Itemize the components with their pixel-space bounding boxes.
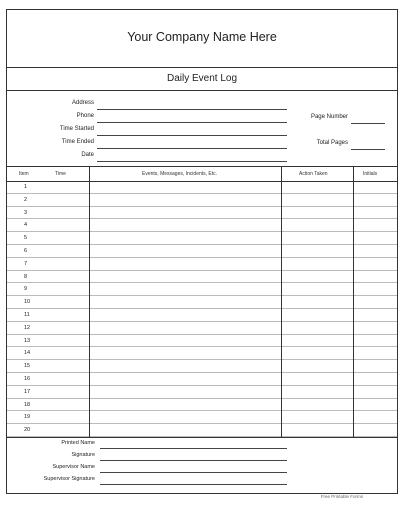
table-row[interactable] bbox=[7, 181, 397, 194]
table-row[interactable] bbox=[7, 296, 397, 309]
address-field[interactable] bbox=[71, 98, 287, 110]
signature-section bbox=[7, 437, 397, 494]
col-divider bbox=[353, 166, 354, 437]
col-action-header: Action Taken bbox=[299, 171, 328, 177]
event-log-table bbox=[7, 166, 397, 437]
table-row[interactable] bbox=[7, 245, 397, 258]
table-row[interactable] bbox=[7, 373, 397, 386]
time-ended-label: Time Ended bbox=[61, 139, 94, 145]
date-field[interactable] bbox=[81, 150, 287, 162]
table-row[interactable] bbox=[7, 219, 397, 232]
col-divider bbox=[89, 166, 90, 437]
col-initials-header: Initials bbox=[363, 171, 378, 177]
row-number: 9 bbox=[24, 286, 28, 293]
row-number: 4 bbox=[24, 222, 28, 229]
table-row[interactable] bbox=[7, 309, 397, 322]
table-row[interactable] bbox=[7, 399, 397, 412]
form-sheet bbox=[6, 9, 398, 494]
supervisor-name-label: Supervisor Name bbox=[52, 464, 95, 470]
table-row[interactable] bbox=[7, 232, 397, 245]
row-number: 8 bbox=[24, 273, 28, 280]
page-number-label: Page Number bbox=[310, 114, 348, 120]
supervisor-signature-label: Supervisor Signature bbox=[43, 476, 95, 482]
total-pages-field[interactable] bbox=[316, 138, 385, 150]
col-divider bbox=[281, 166, 282, 437]
total-pages-label: Total Pages bbox=[316, 140, 348, 146]
footer-credit: Free Printable Forms bbox=[320, 494, 363, 499]
row-number: 11 bbox=[24, 311, 30, 318]
page-number-field[interactable] bbox=[310, 112, 385, 124]
table-row[interactable] bbox=[7, 424, 397, 437]
row-number: 18 bbox=[24, 401, 31, 408]
time-ended-field[interactable] bbox=[61, 137, 287, 149]
phone-label: Phone bbox=[76, 113, 94, 119]
signature-line[interactable] bbox=[100, 450, 287, 461]
table-row[interactable] bbox=[7, 322, 397, 335]
date-label: Date bbox=[81, 152, 94, 158]
table-row[interactable] bbox=[7, 347, 397, 360]
table-row[interactable] bbox=[7, 335, 397, 348]
col-events-header: Events, Messages, Incidents, Etc. bbox=[142, 171, 218, 177]
row-number: 10 bbox=[24, 299, 31, 306]
table-row[interactable] bbox=[7, 258, 397, 271]
row-number: 2 bbox=[24, 196, 28, 203]
table-row[interactable] bbox=[7, 283, 397, 296]
row-number: 17 bbox=[24, 388, 31, 395]
info-section bbox=[7, 90, 397, 167]
table-row[interactable] bbox=[7, 360, 397, 373]
col-item-header: Item bbox=[19, 171, 29, 177]
address-label: Address bbox=[71, 100, 94, 106]
row-number: 5 bbox=[24, 235, 28, 242]
table-rows bbox=[7, 181, 397, 437]
time-started-label: Time Started bbox=[59, 126, 94, 132]
time-started-field[interactable] bbox=[59, 124, 287, 136]
row-number: 16 bbox=[24, 375, 31, 382]
row-number: 1 bbox=[24, 184, 28, 190]
row-number: 13 bbox=[24, 337, 31, 344]
table-row[interactable] bbox=[7, 207, 397, 220]
supervisor-name-line[interactable] bbox=[100, 462, 287, 473]
supervisor-signature-line[interactable] bbox=[100, 474, 287, 485]
printed-name-label: Printed Name bbox=[61, 440, 95, 446]
row-number: 15 bbox=[24, 363, 31, 370]
table-row[interactable] bbox=[7, 271, 397, 284]
table-row[interactable] bbox=[7, 194, 397, 207]
table-row[interactable] bbox=[7, 386, 397, 399]
row-number: 19 bbox=[24, 414, 31, 421]
col-time-header: Time bbox=[55, 171, 66, 177]
table-header bbox=[7, 166, 397, 182]
signature-label: Signature bbox=[71, 452, 95, 458]
printed-name-line[interactable] bbox=[100, 438, 287, 449]
table-row[interactable] bbox=[7, 411, 397, 424]
row-number: 7 bbox=[24, 260, 28, 267]
row-number: 20 bbox=[24, 427, 31, 434]
row-number: 12 bbox=[24, 324, 31, 331]
form-title: Daily Event Log bbox=[7, 67, 397, 91]
row-number: 14 bbox=[24, 350, 31, 357]
company-name: Your Company Name Here bbox=[7, 10, 397, 68]
row-number: 3 bbox=[24, 209, 28, 216]
row-number: 6 bbox=[24, 247, 28, 254]
phone-field[interactable] bbox=[76, 111, 287, 123]
